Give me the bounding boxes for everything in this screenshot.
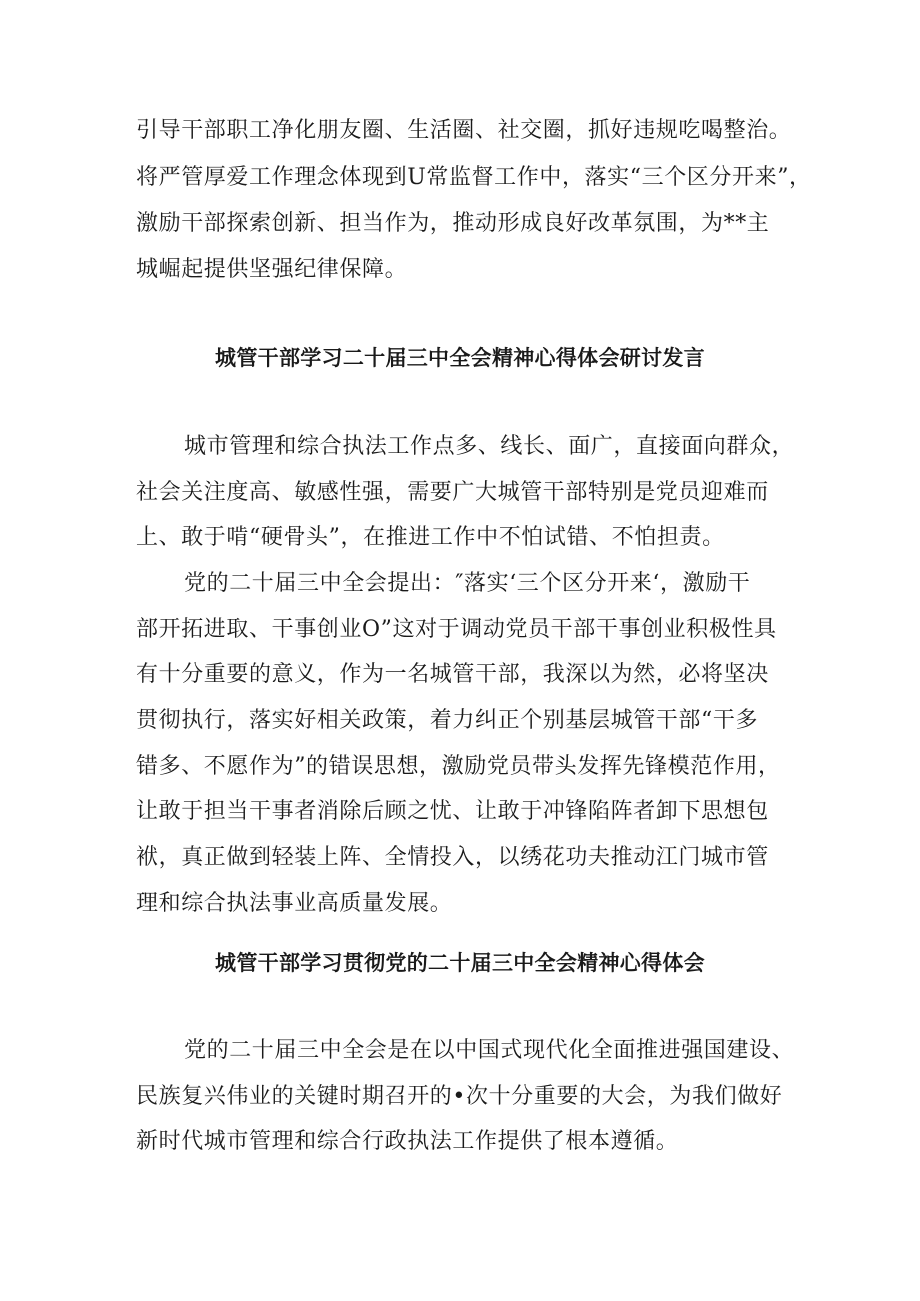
body-text-line: 袱，真正做到轻装上阵、全情投入，以绣花功夫推动江门城市管 bbox=[136, 845, 769, 870]
body-text-line: 城市管理和综合执法工作点多、线长、面广，直接面向群众， bbox=[184, 434, 795, 459]
section-heading: 城管干部学习二十届三中全会精神心得体会研讨发言 bbox=[215, 346, 705, 370]
body-text-line: 城崛起提供坚强纪律保障。 bbox=[136, 257, 408, 282]
body-text-line: 上、敢于啃“硬骨头”，在推进工作中不怕试错、不怕担责。 bbox=[136, 525, 725, 550]
body-text-line: 部开拓进取、干事创业O”这对于调动党员干部干事创业积极性具 bbox=[136, 617, 777, 642]
body-text-line: 党的二十届三中全会提出：″落实‘三个区分开来‘，激励干 bbox=[184, 571, 751, 596]
body-text-line: 激励干部探索创新、担当作为，推动形成良好改革氛围，为**主 bbox=[136, 211, 770, 236]
body-text-line: 理和综合执法事业高质量发展。 bbox=[136, 891, 453, 916]
body-text-line: 党的二十届三中全会是在以中国式现代化全面推进强国建设、 bbox=[184, 1038, 795, 1063]
body-text-line: 将严管厚爱工作理念体现到U常监督工作中，落实“三个区分开来”， bbox=[136, 165, 812, 190]
body-text-line: 让敢于担当干事者消除后顾之忧、让敢于冲锋陷阵者卸下思想包 bbox=[136, 799, 769, 824]
body-text-line: 社会关注度高、敏感性强，需要广大城管干部特别是党员迎难而 bbox=[136, 480, 769, 505]
section-heading: 城管干部学习贯彻党的二十届三中全会精神心得体会 bbox=[215, 951, 705, 975]
body-text-line: 民族复兴伟业的关键时期召开的•次十分重要的大会，为我们做好 bbox=[136, 1084, 783, 1109]
body-text-line: 贯彻执行，落实好相关政策，着力纠正个别基层城管干部“干多 bbox=[136, 708, 759, 733]
body-text-line: 引导干部职工净化朋友圈、生活圈、社交圈，抓好违规吃喝整治。 bbox=[136, 118, 792, 143]
body-text-line: 新时代城市管理和综合行政执法工作提供了根本遵循。 bbox=[136, 1129, 679, 1154]
body-text-line: 错多、不愿作为”的错误思想，激励党员带头发挥先锋模范作用， bbox=[136, 754, 781, 779]
body-text-line: 有十分重要的意义，作为一名城管干部，我深以为然，必将坚决 bbox=[136, 662, 769, 687]
